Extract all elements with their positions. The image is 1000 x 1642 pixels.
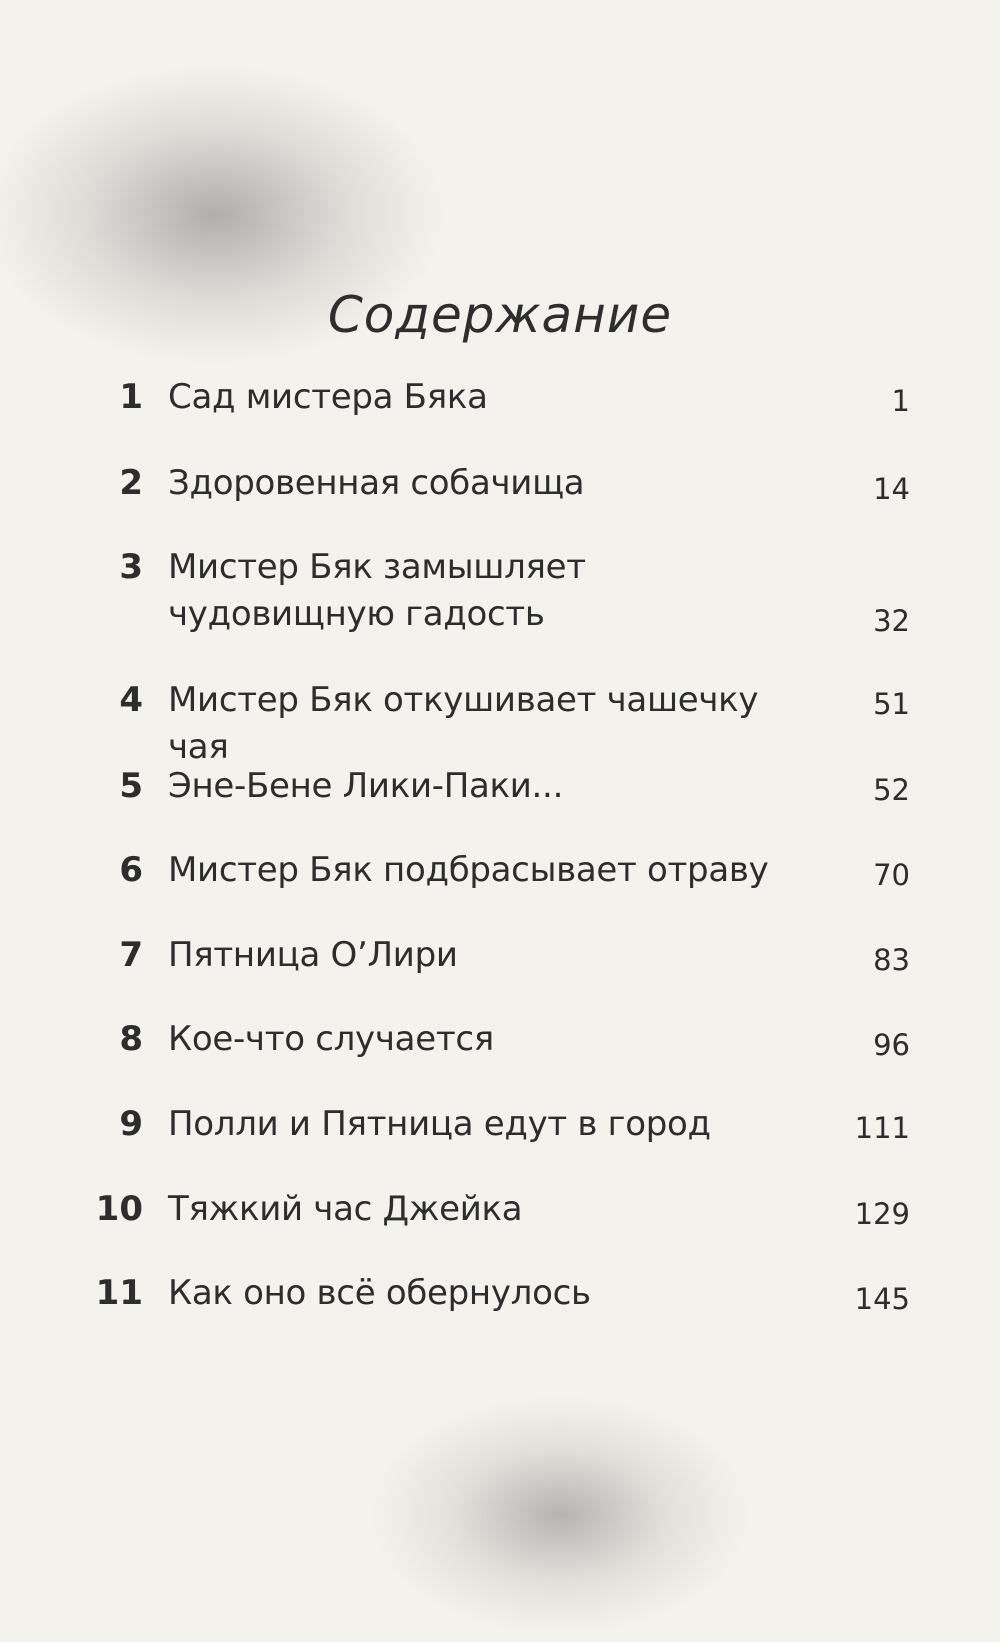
chapter-number: 1	[119, 377, 143, 417]
chapter-number: 6	[119, 850, 143, 890]
chapter-number: 8	[119, 1019, 143, 1059]
chapter-title: Как оно всё обернулось	[168, 1273, 591, 1313]
chapter-page: 52	[873, 773, 910, 807]
chapter-page: 1	[891, 384, 910, 418]
chapter-number: 4	[119, 680, 143, 720]
chapter-number: 3	[119, 547, 143, 587]
chapter-number: 11	[95, 1273, 143, 1313]
chapter-title: Кое-что случается	[168, 1019, 494, 1059]
chapter-page: 96	[873, 1028, 910, 1062]
chapter-page: 83	[873, 943, 910, 977]
chapter-title: Мистер Бяк откушивает чашечку чая	[168, 680, 759, 767]
chapter-title: Полли и Пятница едут в город	[168, 1104, 711, 1144]
chapter-number: 5	[119, 766, 143, 806]
chapter-number: 10	[95, 1189, 143, 1229]
chapter-title: Эне-Бене Лики-Паки...	[168, 766, 564, 806]
chapter-title: Пятница О’Лири	[168, 935, 458, 975]
page-title: Содержание	[327, 286, 673, 344]
chapter-title: Сад мистера Бяка	[168, 377, 488, 417]
chapter-title: Тяжкий час Джейка	[168, 1189, 523, 1229]
chapter-page: 70	[873, 858, 910, 892]
chapter-page: 51	[873, 687, 910, 721]
chapter-number: 2	[119, 463, 143, 503]
chapter-page: 14	[873, 472, 910, 506]
chapter-page: 129	[854, 1197, 910, 1231]
chapter-number: 9	[119, 1104, 143, 1144]
chapter-title: Мистер Бяк замышляет чудовищную гадость	[168, 547, 586, 634]
chapter-page: 145	[854, 1282, 910, 1316]
chapter-title: Мистер Бяк подбрасывает отраву	[168, 850, 769, 890]
chapter-page: 32	[873, 604, 910, 638]
chapter-title: Здоровенная собачища	[168, 463, 585, 503]
chapter-page: 111	[854, 1111, 910, 1145]
chapter-number: 7	[119, 935, 143, 975]
